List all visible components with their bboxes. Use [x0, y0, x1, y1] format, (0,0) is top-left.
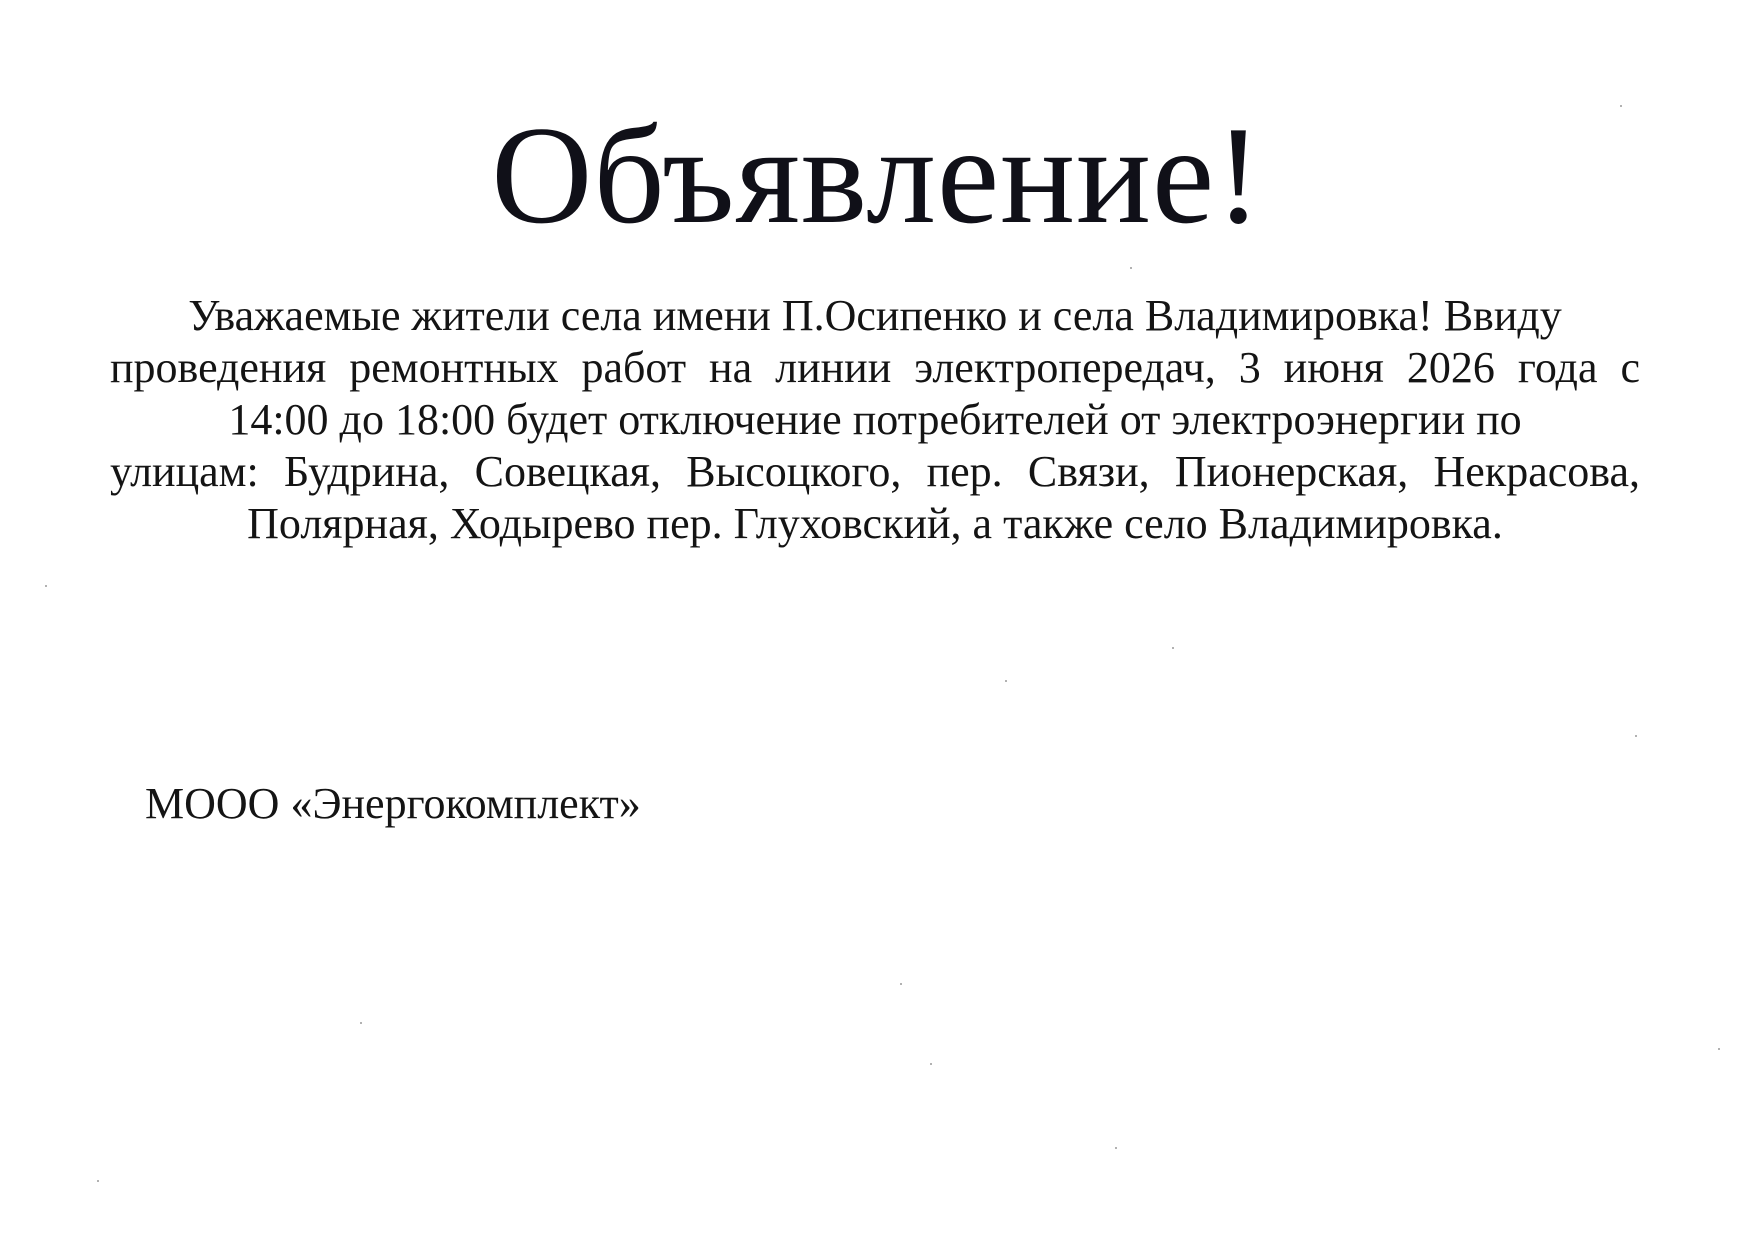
notice-body-line-3: 14:00 до 18:00 будет отключение потребителей от электроэнергии по — [228, 395, 1522, 444]
notice-body-line-1: Уважаемые жители села имени П.Осипенко и села Владимировка! Ввиду — [188, 291, 1562, 340]
scan-speck — [1635, 735, 1637, 737]
scan-speck — [1115, 1147, 1117, 1149]
scan-speck — [930, 1063, 932, 1065]
scan-speck — [360, 1022, 362, 1024]
scan-speck — [1172, 647, 1174, 649]
notice-body-line-2: проведения ремонтных работ на линии электропередач, 3 июня 2026 года с — [110, 343, 1640, 392]
scan-speck — [1620, 105, 1622, 107]
notice-body-line-5: Полярная, Ходырево пер. Глуховский, а также село Владимировка. — [247, 499, 1503, 548]
scan-speck — [1130, 267, 1132, 269]
notice-body — [110, 290, 1640, 550]
notice-title: Объявление! — [491, 98, 1263, 253]
scan-speck — [45, 585, 47, 587]
scan-speck — [1718, 1048, 1720, 1050]
scan-speck — [1005, 680, 1007, 682]
notice-signature: МООО «Энергокомплект» — [145, 779, 641, 828]
scan-speck — [900, 983, 902, 985]
scan-speck — [97, 1180, 99, 1182]
notice-body-line-4: улицам: Будрина, Совецкая, Высоцкого, пер. Связи, Пионерская, Некрасова, — [110, 447, 1640, 496]
